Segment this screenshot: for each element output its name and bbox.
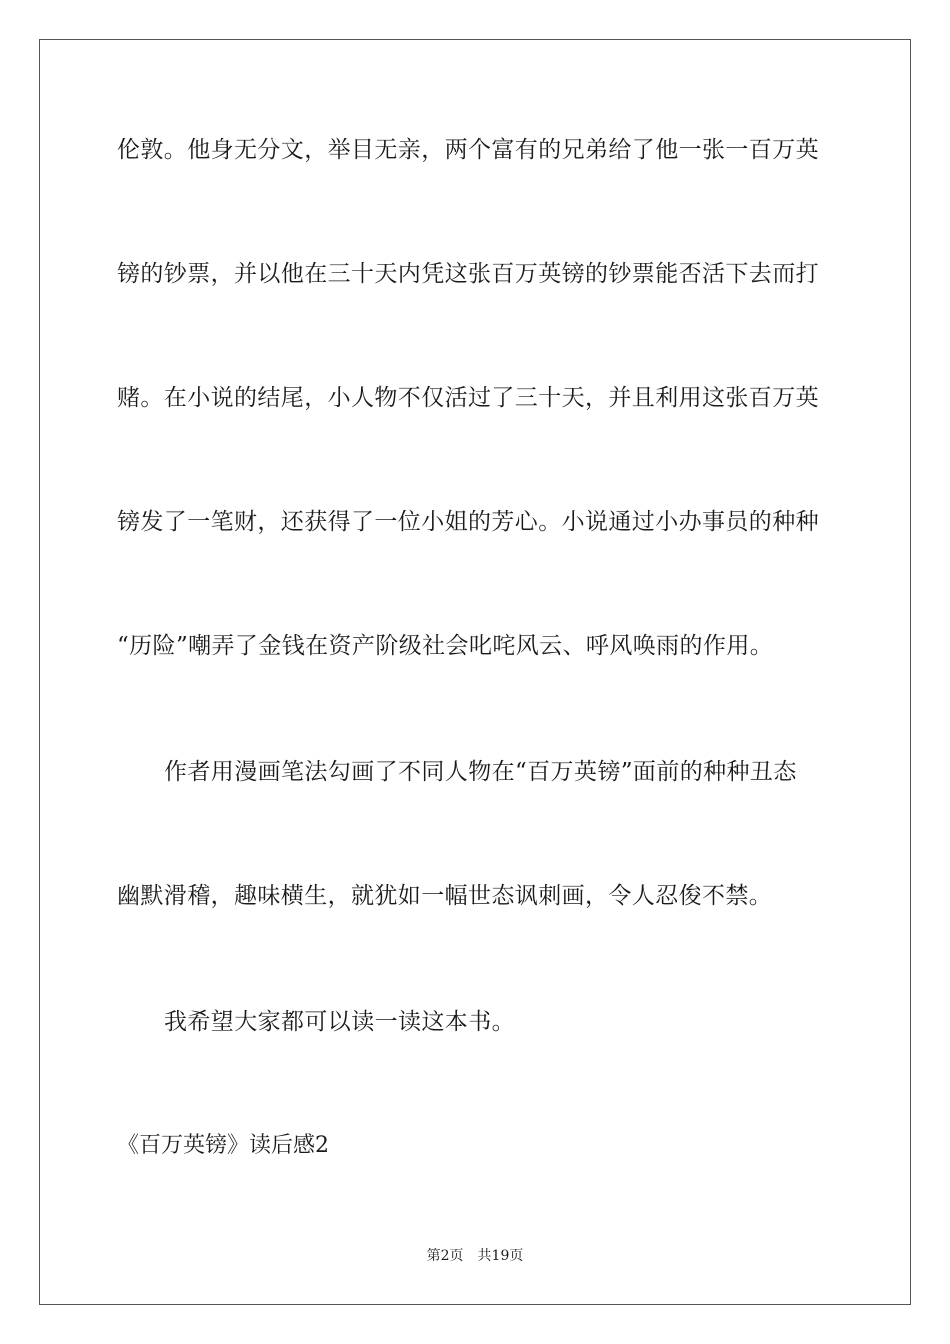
page-number: 第2页	[426, 1248, 464, 1264]
paragraph-line: 作者用漫画笔法勾画了不同人物在“百万英镑”面前的种种丑态	[164, 759, 797, 785]
page-footer	[0, 1246, 950, 1266]
page-frame	[39, 39, 911, 1305]
section-heading: 《百万英镑》读后感2	[117, 1133, 329, 1158]
page-total: 共19页	[477, 1248, 524, 1264]
paragraph-line: 镑的钞票，并以他在三十天内凭这张百万英镑的钞票能否活下去而打	[117, 261, 819, 287]
paragraph-line: 伦敦。他身无分文，举目无亲，两个富有的兄弟给了他一张一百万英	[117, 137, 819, 163]
paragraph-line: “历险”嘲弄了金钱在资产阶级社会叱咤风云、呼风唤雨的作用。	[117, 633, 774, 659]
paragraph-line: 幽默滑稽，趣味横生，就犹如一幅世态讽刺画，令人忍俊不禁。	[117, 883, 773, 909]
paragraph-line: 镑发了一笔财，还获得了一位小姐的芳心。小说通过小办事员的种种	[117, 509, 819, 535]
paragraph-line: 赌。在小说的结尾，小人物不仅活过了三十天，并且利用这张百万英	[117, 385, 819, 411]
paragraph-line: 我希望大家都可以读一读这本书。	[164, 1009, 515, 1035]
